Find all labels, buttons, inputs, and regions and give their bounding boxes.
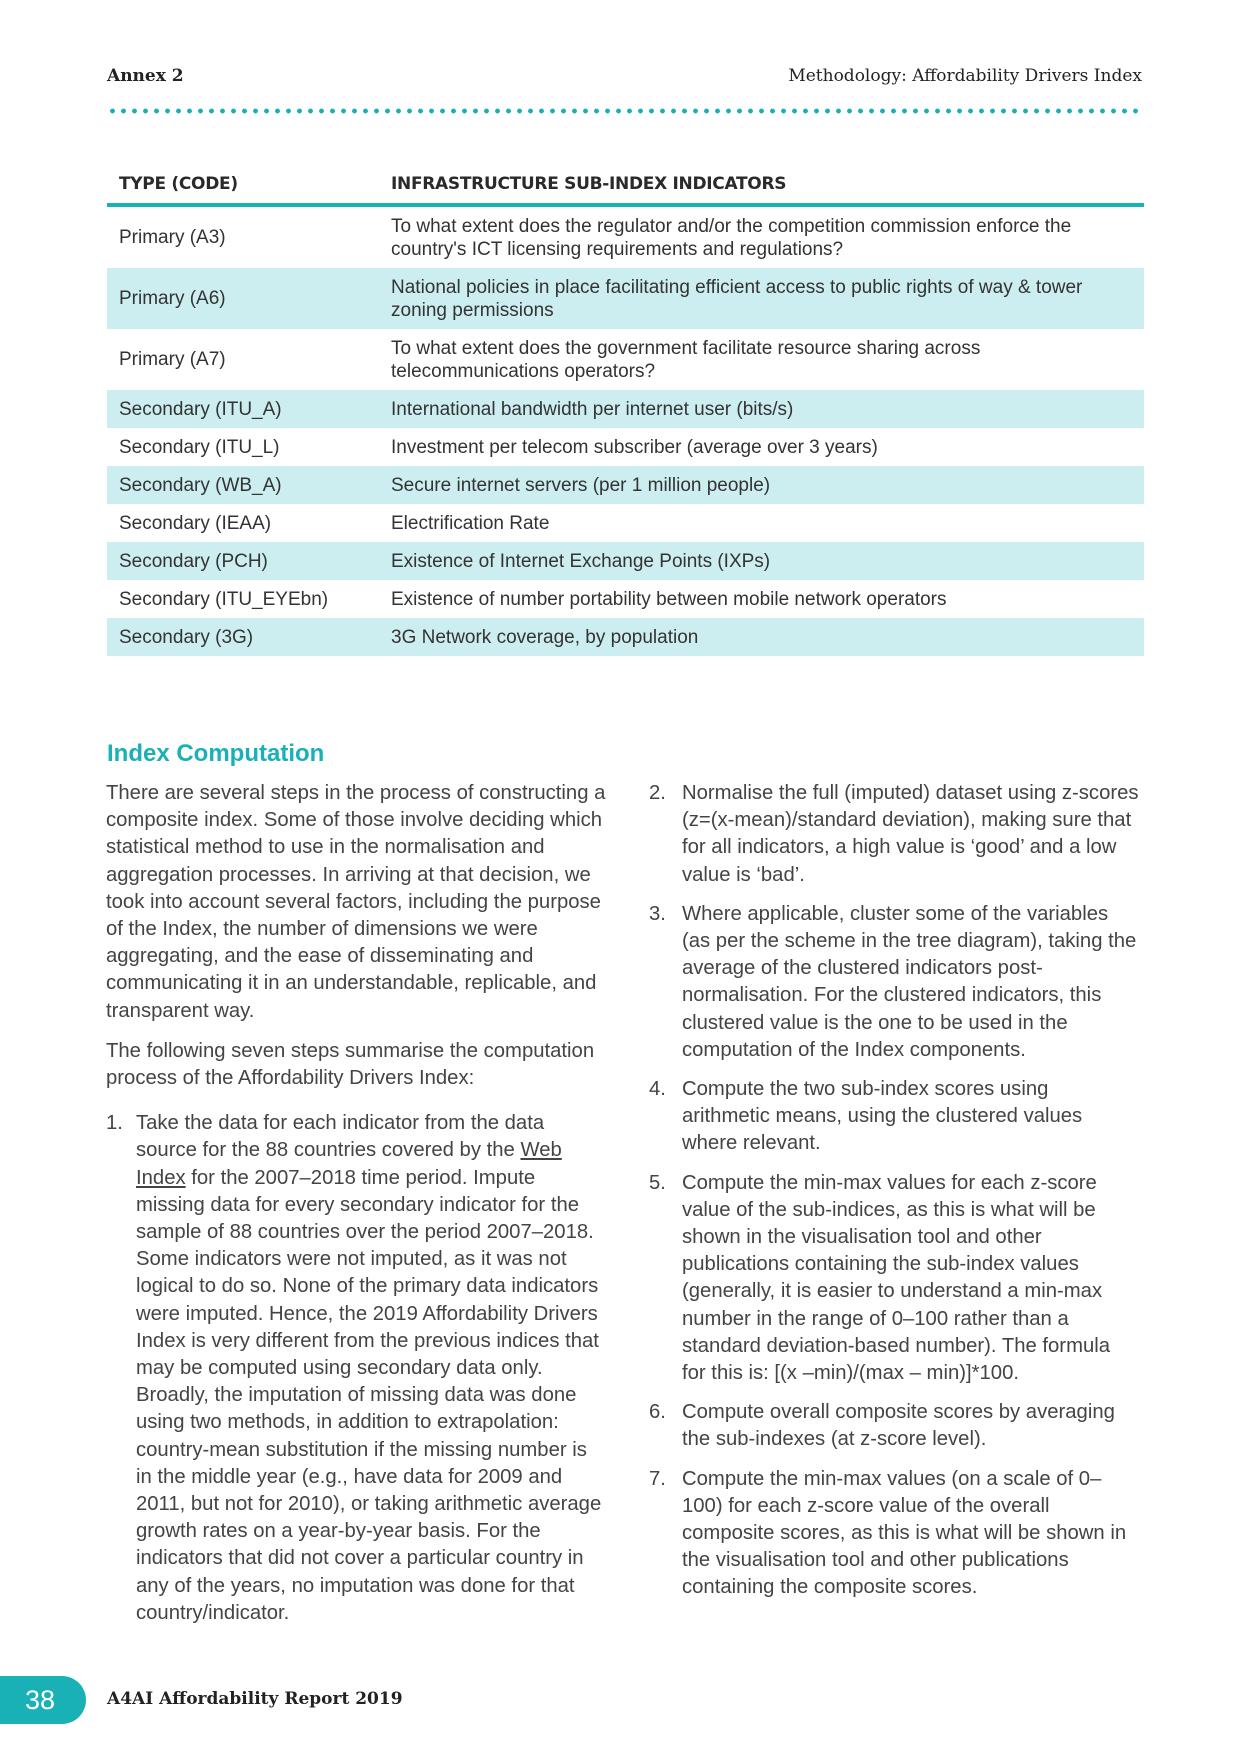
table-row (107, 329, 1144, 390)
step-text: Compute overall composite scores by averaging the sub-indexes (at z-score level). (682, 1401, 1115, 1451)
type-cell: Primary (A7) (119, 349, 226, 370)
table-row (107, 504, 1144, 542)
indicator-cell: Secure internet servers (per 1 million people) (379, 466, 1144, 504)
step-number: 3. (649, 902, 666, 925)
type-cell: Secondary (ITU_EYEbn) (119, 588, 329, 610)
list-item (649, 1466, 1139, 1602)
indicator-cell: To what extent does the government facilitate resource sharing across telecommunications operators? (391, 337, 981, 382)
list-item (649, 1076, 1139, 1158)
step-number: 5. (649, 1171, 666, 1194)
step-number: 6. (649, 1401, 666, 1424)
list-item (649, 901, 1139, 1064)
table-header-type: TYPE (CODE) (107, 168, 379, 205)
list-item (106, 1110, 606, 1627)
table-row (107, 428, 1144, 466)
steps-intro-paragraph: The following seven steps summarise the computation process of the Affordability Drivers Index: (106, 1039, 595, 1090)
web-index-link[interactable]: Web Index (136, 1139, 562, 1189)
type-cell: Secondary (PCH) (107, 542, 379, 580)
indicator-cell: Existence of Internet Exchange Points (IXPs) (379, 542, 1144, 580)
right-column (649, 780, 1139, 1614)
table-row (107, 466, 1144, 504)
step-number: 2. (649, 782, 666, 804)
steps-list-left (106, 1110, 606, 1627)
list-item (649, 1399, 1139, 1453)
step-text-end: for the 2007–2018 time period. Impute missing data for every secondary indicator for the sample of 88 countries over the period 2007–2018. Some indicators were not imputed, as it was not logical to do so. None of the primary data indicators were imputed. Hence, the 2019 Affordability Drivers Index is very different from the previous indices that may be computed using secondary data only. Broadly, the imputation of missing data was done using two methods, in addition to extrapolation: country-mean substitution if the missing number is in the middle year (e.g., have data for 2009 and 2011, but not for 2010), or taking arithmetic average growth rates on a year-by-year basis. For the indicators that did not cover a particular country in any of the years, no imputation was done for that country/indicator. (136, 1166, 602, 1624)
header-annex: Annex 2 (107, 66, 184, 86)
step-text: Where applicable, cluster some of the variables (as per the scheme in the tree diagram), taking the average of the clustered indicators post-normalisation. For the clustered indicators, this clustered value is the one to be used in the computation of the Index components. (682, 902, 1137, 1061)
type-cell: Primary (A6) (107, 268, 379, 329)
steps-list-right (649, 780, 1139, 1602)
list-item (649, 780, 1139, 889)
intro-paragraph: There are several steps in the process of constructing a composite index. Some of those involve deciding which statistical method to use in the normalisation and aggregation processes. In arriving at that decision, we took into account several factors, including the purpose of the Index, the number of dimensions we were aggregating, and the ease of disseminating and communicating it in an understandable, replicable, and transparent way. (106, 782, 606, 1022)
indicator-cell: National policies in place facilitating efficient access to public rights of way & tower zoning permissions (379, 268, 1144, 329)
indicator-cell: Investment per telecom subscriber (average over 3 years) (391, 436, 878, 458)
table-row (107, 390, 1144, 428)
table-row (107, 618, 1144, 656)
step-number: 7. (649, 1467, 666, 1490)
step-text: Compute the two sub-index scores using arithmetic means, using the clustered values where relevant. (682, 1078, 1083, 1155)
step-number: 4. (649, 1078, 666, 1101)
left-column (106, 780, 606, 1627)
step-number: 1. (106, 1112, 123, 1135)
list-item (649, 1170, 1139, 1388)
indicator-cell: 3G Network coverage, by population (379, 618, 1144, 656)
type-cell: Secondary (IEAA) (119, 512, 272, 534)
header-section-title: Methodology: Affordability Drivers Index (788, 66, 1142, 86)
indicator-cell: International bandwidth per internet user (bits/s) (379, 390, 1144, 428)
table-row (107, 205, 1144, 268)
section-heading: Index Computation (107, 740, 325, 767)
step-text-start: Take the data for each indicator from the data source for the 88 countries covered by the (136, 1112, 545, 1162)
indicator-cell: To what extent does the regulator and/or the competition commission enforce the country's ICT licensing requirements and regulations? (391, 215, 1072, 260)
type-cell: Secondary (ITU_A) (107, 390, 379, 428)
type-cell: Secondary (ITU_L) (119, 436, 280, 458)
table-row (107, 268, 1144, 329)
type-cell: Primary (A3) (119, 227, 226, 248)
type-cell: Secondary (3G) (107, 618, 379, 656)
indicator-cell: Electrification Rate (391, 512, 550, 534)
table-row (107, 580, 1144, 618)
step-text: Compute the min-max values (on a scale of 0–100) for each z-score value of the overall composite scores, as this is what will be shown in the visualisation tool and other publications containing the composite scores. (682, 1467, 1127, 1599)
page-number: 38 (0, 1676, 86, 1724)
step-text: Normalise the full (imputed) dataset using z-scores (z=(x-mean)/standard deviation), making sure that for all indicators, a high value is ‘good’ and a low value is ‘bad’. (682, 782, 1139, 886)
dotted-divider (107, 108, 1144, 114)
indicators-table (107, 168, 1144, 656)
footer-title: A4AI Affordability Report 2019 (107, 1689, 403, 1709)
table-header-row (107, 168, 1144, 205)
table-row (107, 542, 1144, 580)
step-text: Compute the min-max values for each z-score value of the sub-indices, as this is what will be shown in the visualisation tool and other publications containing the sub-index values (generally, it is easier to understand a min-max number in the range of 0–100 rather than a standard deviation-based number). The formula for this is: [(x –min)/(max – min)]*100. (682, 1171, 1111, 1385)
type-cell: Secondary (WB_A) (107, 466, 379, 504)
indicator-cell: Existence of number portability between mobile network operators (391, 588, 947, 610)
table-header-indicators: INFRASTRUCTURE SUB-INDEX INDICATORS (379, 168, 1144, 205)
